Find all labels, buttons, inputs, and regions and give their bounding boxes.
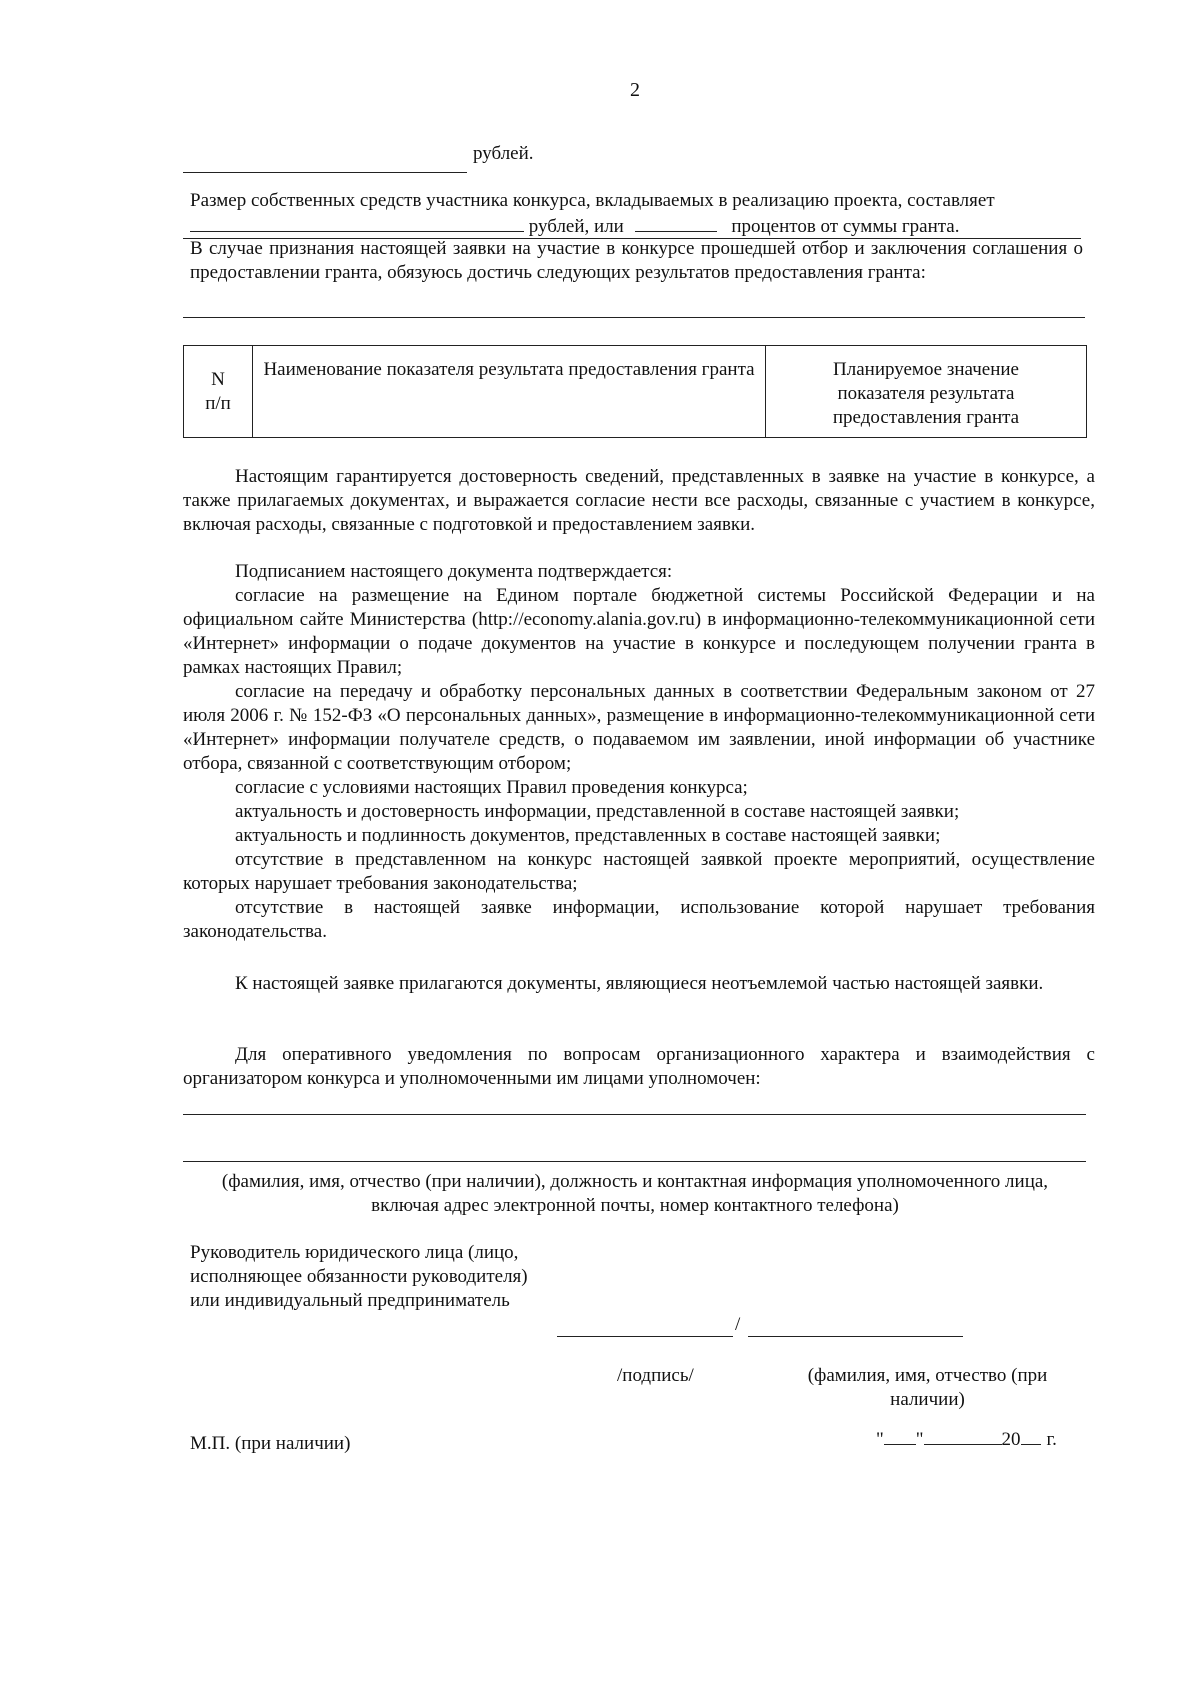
results-table [183,345,1087,438]
attachments-paragraph: К настоящей заявке прилагаются документы, являющиеся неотъемлемой частью настоящей заявки. [235,973,1044,994]
table-header-number [184,346,253,438]
signing-intro: Подписанием настоящего документа подтверждается: [235,561,673,582]
own-funds-percent-blank[interactable] [635,213,717,232]
rubles-blank-line [183,172,467,173]
signing-item: актуальность и достоверность информации, представленной в составе настоящей заявки; [235,801,960,822]
date-year-suffix: г. [1046,1429,1057,1450]
date-month-blank[interactable] [924,1426,1002,1445]
signing-item: отсутствие в представленном на конкурс настоящей заявкой проекте мероприятий, осуществление которых нарушает требования законодательства; [183,849,1095,894]
commitment-paragraph: В случае признания настоящей заявки на участие в конкурсе прошедшей отбор и заключения соглашения о предоставлении гранта, обязуюсь достичь следующих результатов предоставления гранта: [190,238,1083,283]
contact-blank-line-2[interactable] [183,1161,1086,1162]
head-label: Руководитель юридического лица (лицо, исполняющее обязанности руководителя) или индивидуальный предприниматель [190,1242,528,1311]
fio-caption: (фамилия, имя, отчество (при наличии) [807,1365,1048,1410]
signing-item: отсутствие в настоящей заявке информации, использование которой нарушает требования законодательства. [183,897,1095,942]
contact-blank-line-1[interactable] [183,1114,1086,1115]
col-number-label: N п/п [205,369,231,414]
own-funds-text: Размер собственных средств участника конкурса, вкладываемых в реализацию проекта, составляет [190,190,995,211]
fio-blank-line[interactable] [748,1336,963,1337]
date-close-quote: " [915,1429,924,1450]
date-open-quote: " [876,1429,884,1450]
date-year-blank[interactable] [1021,1426,1041,1445]
signing-item: актуальность и подлинность документов, представленных в составе настоящей заявки; [235,825,941,846]
col-indicator-label: Наименование показателя результата предоставления гранта [263,359,755,380]
signing-item: согласие на передачу и обработку персональных данных в соответствии Федеральным законом от 27 июля 2006 г. № 152-ФЗ «О персональных данных», размещение в информационно-телекоммуникационной сети «Интернет» информации получателе средств, о подаваемом им заявлении, иной информации об участнике отбора, связанной с соответствующим отбором; [183,681,1095,774]
contact-paragraph: Для оперативного уведомления по вопросам организационного характера и взаимодействия с организатором конкурса и уполномоченными им лицами уполномочен: [183,1044,1095,1089]
signature-separator: / [735,1314,741,1335]
date-year-prefix: 20 [1001,1429,1021,1450]
commitment-divider [183,317,1085,318]
date-field [876,1426,1057,1452]
signing-item: согласие на размещение на Едином портале бюджетной системы Российской Федерации и на официальном сайте Министерства (http://economy.alania.gov.ru) в информационно-телекоммуникационной сети «Интернет» информации о подаче документов на участие в конкурсе и последующем получении гранта в рамках настоящих Правил; [183,585,1095,678]
col-planned-value-label: Планируемое значение показателя результата предоставления гранта [832,359,1020,428]
page-number: 2 [630,79,640,101]
own-funds-rubles-or: рублей, или [528,216,624,237]
signing-item: согласие с условиями настоящих Правил проведения конкурса; [235,777,748,798]
stamp-label: М.П. (при наличии) [190,1433,351,1454]
contact-caption: (фамилия, имя, отчество (при наличии), должность и контактная информация уполномоченного лица, включая адрес электронной почты, номер контактного телефона) [221,1171,1049,1216]
own-funds-percent-text: процентов от суммы гранта. [731,216,960,237]
own-funds-line2 [190,213,959,239]
table-header-indicator [253,346,766,438]
guarantee-paragraph: Настоящим гарантируется достоверность сведений, представленных в заявке на участие в конкурсе, а также прилагаемых документах, и выражается согласие нести все расходы, связанные с участием в конкурсе, включая расходы, связанные с подготовкой и предоставлением заявки. [183,466,1095,535]
rubles-word: рублей. [473,143,534,164]
table-header-planned-value [766,346,1087,438]
signature-caption: /подпись/ [617,1365,694,1386]
date-day-blank[interactable] [884,1426,916,1445]
own-funds-amount-blank[interactable] [190,213,524,232]
signing-block [183,560,1095,944]
signature-blank-line[interactable] [557,1336,733,1337]
